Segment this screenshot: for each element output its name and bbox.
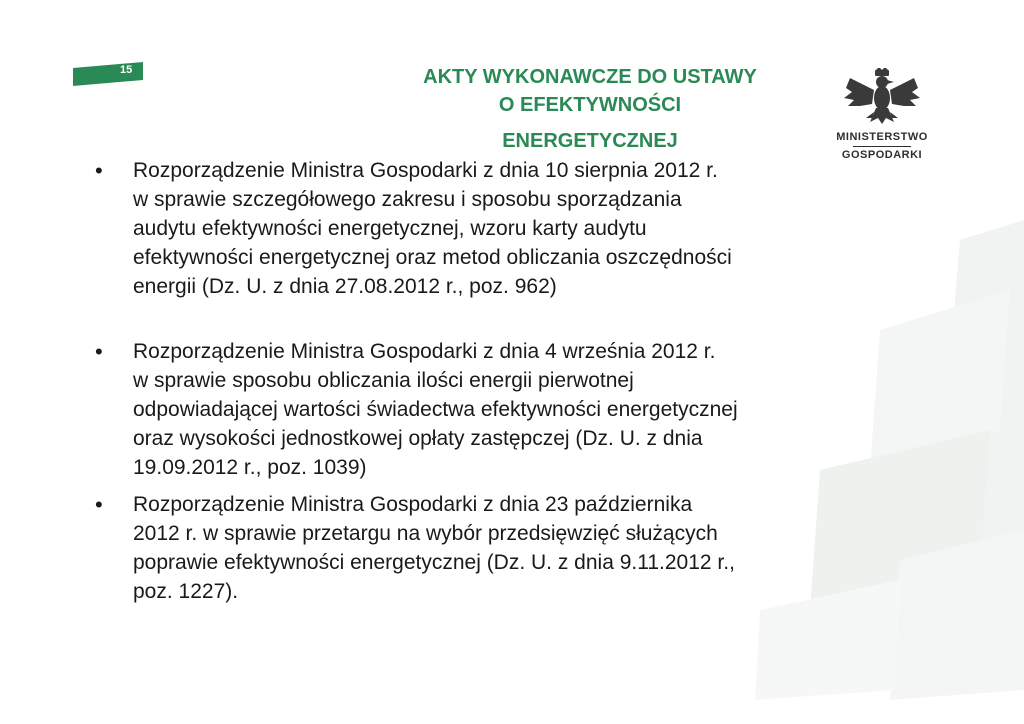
list-item bbox=[95, 490, 855, 606]
slide-title bbox=[340, 63, 840, 155]
bullet-text-line: poprawie efektywności energetycznej (Dz. U. z dnia 9.11.2012 r., bbox=[133, 551, 735, 574]
logo-divider bbox=[853, 146, 911, 147]
bullet-text-line: Rozporządzenie Ministra Gospodarki z dnia 23 października bbox=[133, 493, 693, 516]
bullet-text-line: efektywności energetycznej oraz metod obliczania oszczędności bbox=[133, 246, 732, 269]
title-line-1: AKTY WYKONAWCZE DO USTAWY bbox=[423, 66, 757, 88]
eagle-emblem-icon bbox=[832, 68, 932, 126]
list-item bbox=[95, 156, 855, 301]
bullet-text-line: oraz wysokości jednostkowej opłaty zastępczej (Dz. U. z dnia bbox=[133, 427, 703, 450]
title-line-3: ENERGETYCZNEJ bbox=[502, 130, 678, 152]
bullet-text-line: w sprawie szczegółowego zakresu i sposobu sporządzania bbox=[133, 188, 682, 211]
logo-text-ministerstwo: MINISTERSTWO bbox=[836, 131, 928, 143]
page-number: 15 bbox=[120, 64, 133, 76]
bullet-text-line: 2012 r. w sprawie przetargu na wybór przedsięwzięć służących bbox=[133, 522, 718, 545]
ministry-logo bbox=[832, 68, 932, 162]
bullet-text-line: 19.09.2012 r., poz. 1039) bbox=[133, 456, 367, 479]
title-line-2: O EFEKTYWNOŚCI bbox=[498, 94, 682, 116]
bullet-text-line: poz. 1227). bbox=[133, 580, 239, 603]
bullet-dot: • bbox=[95, 492, 103, 517]
bullet-text-line: energii (Dz. U. z dnia 27.08.2012 r., poz. 962) bbox=[133, 275, 557, 298]
logo-text-gospodarki: GOSPODARKI bbox=[841, 149, 923, 161]
bullet-dot: • bbox=[95, 339, 103, 364]
bullet-text-line: audytu efektywności energetycznej, wzoru karty audytu bbox=[133, 217, 647, 240]
bullet-list bbox=[95, 156, 855, 606]
bullet-text-line: Rozporządzenie Ministra Gospodarki z dnia 10 sierpnia 2012 r. bbox=[133, 159, 718, 182]
bullet-text-line: w sprawie sposobu obliczania ilości energii pierwotnej bbox=[133, 369, 634, 392]
bullet-text-line: Rozporządzenie Ministra Gospodarki z dnia 4 września 2012 r. bbox=[133, 340, 716, 363]
list-item bbox=[95, 337, 855, 482]
bullet-dot: • bbox=[95, 158, 103, 183]
bullet-text-line: odpowiadającej wartości świadectwa efektywności energetycznej bbox=[133, 398, 738, 421]
